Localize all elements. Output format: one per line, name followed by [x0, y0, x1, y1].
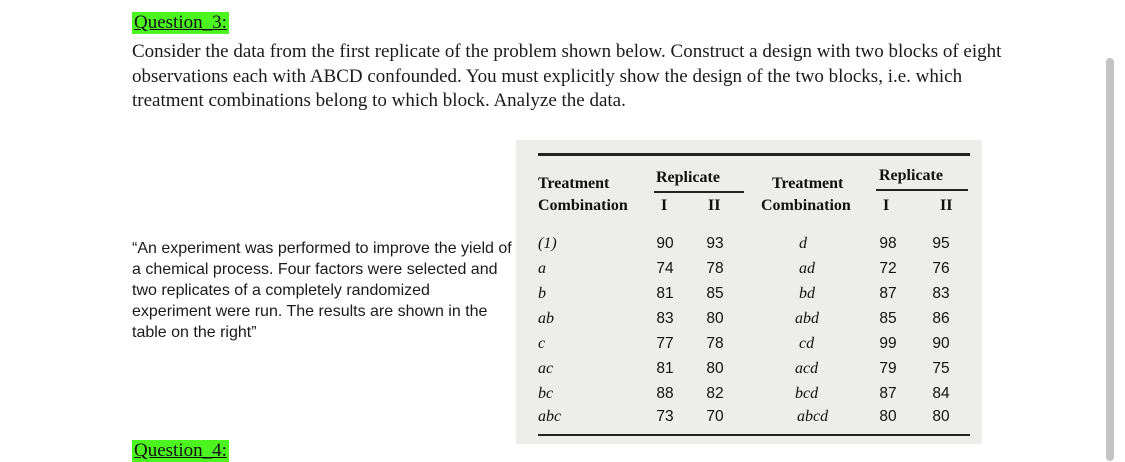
- data-table: [516, 140, 982, 444]
- rep1-value: 90: [656, 235, 674, 252]
- header-replicate-right: Replicate: [879, 167, 943, 184]
- question-3-heading: Question_3:: [134, 12, 227, 33]
- tc-label: d: [799, 235, 807, 252]
- rep1-value: 80: [879, 408, 897, 425]
- rep1-value: 81: [656, 285, 674, 302]
- rep2-value: 86: [932, 310, 950, 327]
- tc-label: acd: [795, 360, 819, 377]
- rep2-value: 70: [706, 408, 724, 425]
- rep1-value: 83: [656, 310, 674, 327]
- tc-label: ad: [799, 260, 815, 277]
- header-treatment-left: Treatment: [538, 175, 610, 192]
- rep2-value: 90: [932, 335, 950, 352]
- tc-label: bcd: [795, 385, 819, 402]
- tc-label: abc: [538, 408, 562, 425]
- header-combination-right: Combination: [761, 197, 851, 214]
- rep2-value: 78: [706, 335, 724, 352]
- rep1-value: 87: [879, 385, 897, 402]
- question-4-heading: Question_4:: [134, 440, 227, 461]
- rep2-value: 84: [932, 385, 950, 402]
- rep2-value: 93: [706, 235, 724, 252]
- rep2-value: 95: [932, 235, 950, 252]
- rep1-value: 99: [879, 335, 897, 352]
- tc-label: b: [538, 285, 546, 302]
- rep1-value: 85: [879, 310, 897, 327]
- rep1-value: 87: [879, 285, 897, 302]
- rep2-value: 80: [706, 360, 724, 377]
- header-rep1-left: I: [661, 197, 668, 214]
- rep1-value: 77: [656, 335, 674, 352]
- tc-label: ab: [538, 310, 554, 327]
- header-rep2-right: II: [940, 197, 953, 214]
- tc-label: (1): [538, 235, 557, 252]
- tc-label: a: [538, 260, 546, 277]
- rep2-value: 83: [932, 285, 950, 302]
- rep2-value: 78: [706, 260, 724, 277]
- replicate-underline-left: [654, 191, 744, 193]
- vertical-scrollbar[interactable]: [1106, 58, 1114, 461]
- rep2-value: 75: [932, 360, 950, 377]
- table-top-rule: [538, 153, 970, 156]
- question-3-body: Consider the data from the first replicate of the problem shown below. Construct a design with two blocks of eight observations each with ABCD confounded. You must explicitly show the design of the two blocks, i.e. which treatment combinations belong to which block. Analyze the data.: [132, 41, 1002, 111]
- tc-label: ac: [538, 360, 554, 377]
- header-rep1-right: I: [883, 197, 890, 214]
- tc-label: abd: [795, 310, 819, 327]
- rep1-value: 72: [879, 260, 897, 277]
- rep2-value: 80: [932, 408, 950, 425]
- table-bottom-rule: [538, 434, 970, 436]
- rep1-value: 79: [879, 360, 897, 377]
- rep1-value: 74: [656, 260, 674, 277]
- header-treatment-right: Treatment: [772, 175, 844, 192]
- replicate-underline-right: [876, 189, 968, 191]
- tc-label: bc: [538, 385, 554, 402]
- rep1-value: 98: [879, 235, 897, 252]
- tc-label: cd: [799, 335, 815, 352]
- header-combination-left: Combination: [538, 197, 628, 214]
- header-rep2-left: II: [708, 197, 721, 214]
- tc-label: bd: [799, 285, 815, 302]
- rep2-value: 82: [706, 385, 724, 402]
- rep1-value: 81: [656, 360, 674, 377]
- header-replicate-left: Replicate: [656, 169, 720, 186]
- rep1-value: 88: [656, 385, 674, 402]
- rep1-value: 73: [656, 408, 674, 425]
- rep2-value: 76: [932, 260, 950, 277]
- tc-label: abcd: [797, 408, 829, 425]
- experiment-description: “An experiment was performed to improve the yield of a chemical process. Four factors were selected and two replicates of a completely randomized experiment were run. The results are shown in the table on the right”: [132, 240, 512, 341]
- tc-label: c: [538, 335, 546, 352]
- rep2-value: 80: [706, 310, 724, 327]
- rep2-value: 85: [706, 285, 724, 302]
